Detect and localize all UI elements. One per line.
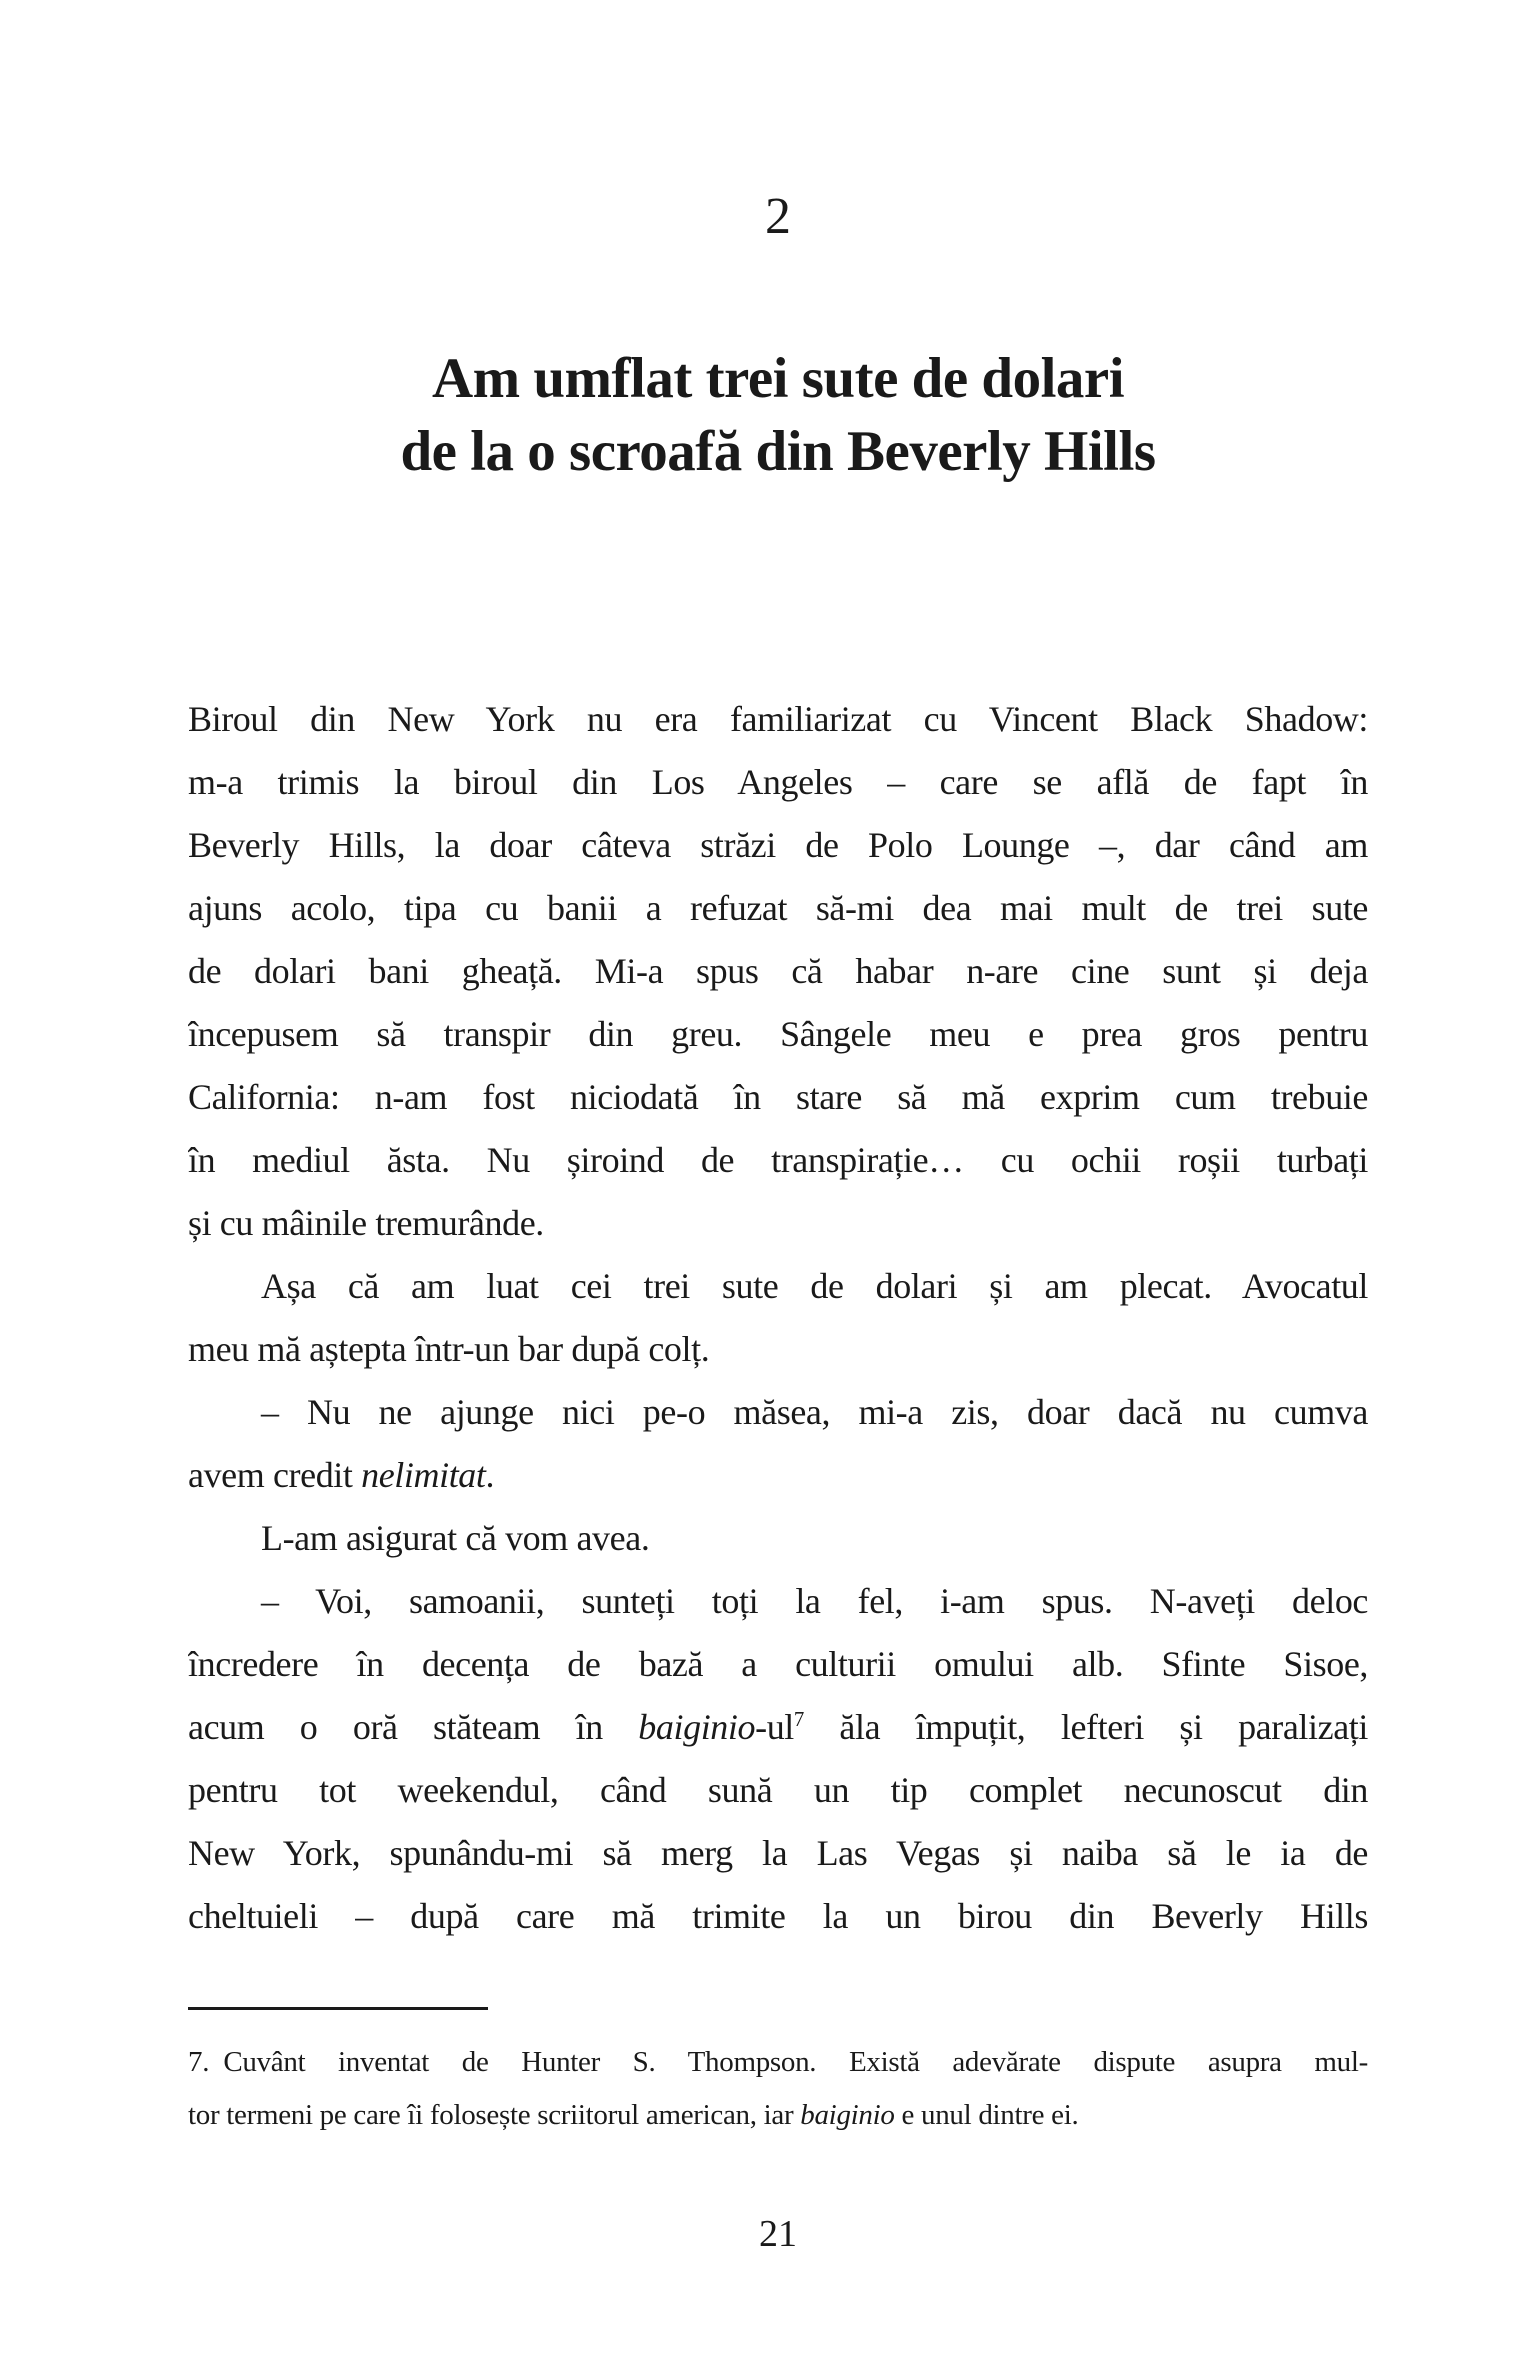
text-segment: . xyxy=(485,1455,495,1495)
text-segment: ăla împuțit, lefteri și paralizați xyxy=(803,1707,1368,1747)
footnote-text-line xyxy=(188,2036,1368,2089)
text-segment: e unul dintre ei. xyxy=(894,2099,1079,2131)
chapter-title xyxy=(158,342,1398,488)
body-text-line xyxy=(188,1192,1368,1255)
text-segment: începusem să transpir din greu. Sângele meu e prea gros pentru xyxy=(188,1014,1368,1054)
body-text-line xyxy=(188,1444,1368,1507)
text-segment: L-am asigurat că vom avea. xyxy=(261,1518,650,1558)
body-text-line xyxy=(188,1381,1368,1444)
chapter-title-line-1: Am umflat trei sute de dolari xyxy=(431,347,1125,410)
body-text-line xyxy=(188,940,1368,1003)
text-segment: încredere în decența de bază a culturii omului alb. Sfinte Sisoe, xyxy=(188,1644,1368,1684)
text-segment: Biroul din New York nu era familiarizat cu Vincent Black Shadow: xyxy=(188,699,1368,739)
body-text-line xyxy=(188,1885,1368,1948)
text-segment: și cu mâinile tremurânde. xyxy=(188,1203,544,1243)
body-text-line xyxy=(188,1003,1368,1066)
text-segment: m-a trimis la biroul din Los Angeles – care se află de fapt în xyxy=(188,762,1368,802)
body-text-line xyxy=(188,1570,1368,1633)
text-segment: cheltuieli – după care mă trimite la un birou din Beverly Hills xyxy=(188,1896,1368,1936)
body-text-line xyxy=(188,1507,1368,1570)
body-text-line xyxy=(188,1318,1368,1381)
text-segment: ajuns acolo, tipa cu banii a refuzat să-mi dea mai mult de trei sute xyxy=(188,888,1368,928)
body-text-line xyxy=(188,1255,1368,1318)
body-text-line xyxy=(188,877,1368,940)
body-text-line xyxy=(188,1696,1368,1759)
body-text-line xyxy=(188,1066,1368,1129)
text-segment: – Nu ne ajunge nici pe-o măsea, mi-a zis, doar dacă nu cumva xyxy=(261,1392,1368,1432)
text-segment: acum o oră stăteam în xyxy=(188,1707,639,1747)
footnote xyxy=(188,2036,1368,2142)
chapter-title-line-2: de la o scroafă din Beverly Hills xyxy=(400,420,1156,483)
footnote-reference-mark: 7 xyxy=(793,1707,804,1731)
text-segment: pentru tot weekendul, când sună un tip complet necunoscut din xyxy=(188,1770,1368,1810)
text-segment: – Voi, samoanii, sunteți toți la fel, i-am spus. N-aveți deloc xyxy=(261,1581,1368,1621)
text-segment: -ul xyxy=(755,1707,794,1747)
text-segment: New York, spunându-mi să merg la Las Vegas și naiba să le ia de xyxy=(188,1833,1368,1873)
body-text-line xyxy=(188,751,1368,814)
text-segment: California: n-am fost niciodată în stare să mă exprim cum trebuie xyxy=(188,1077,1368,1117)
text-segment: meu mă aștepta într-un bar după colț. xyxy=(188,1329,710,1369)
footnote-text-line xyxy=(188,2089,1368,2142)
italic-text-segment: nelimitat xyxy=(361,1455,486,1495)
text-segment: în mediul ăsta. Nu șiroind de transpirație… cu ochii roșii turbați xyxy=(188,1140,1368,1180)
body-text-line xyxy=(188,1129,1368,1192)
body-text-line xyxy=(188,1822,1368,1885)
page-number: 21 xyxy=(759,2213,797,2255)
text-segment: Așa că am luat cei trei sute de dolari și am plecat. Avocatul xyxy=(261,1266,1368,1306)
text-segment: Beverly Hills, la doar câteva străzi de Polo Lounge –, dar când am xyxy=(188,825,1368,865)
footnote-rule xyxy=(188,2007,488,2010)
body-text-line xyxy=(188,814,1368,877)
chapter-number: 2 xyxy=(765,188,791,245)
body-text-line xyxy=(188,688,1368,751)
body-text-line xyxy=(188,1633,1368,1696)
text-segment: tor termeni pe care îi folosește scriitorul american, iar xyxy=(188,2099,801,2131)
body-text-line xyxy=(188,1759,1368,1822)
italic-text-segment: baiginio xyxy=(638,1707,756,1747)
body-text xyxy=(188,688,1368,1948)
text-segment: 7. Cuvânt inventat de Hunter S. Thompson. Există adevărate dispute asupra mul- xyxy=(188,2046,1368,2078)
text-segment: avem credit xyxy=(188,1455,362,1495)
italic-text-segment: baiginio xyxy=(800,2099,895,2131)
text-segment: de dolari bani gheață. Mi-a spus că habar n-are cine sunt și deja xyxy=(188,951,1368,991)
